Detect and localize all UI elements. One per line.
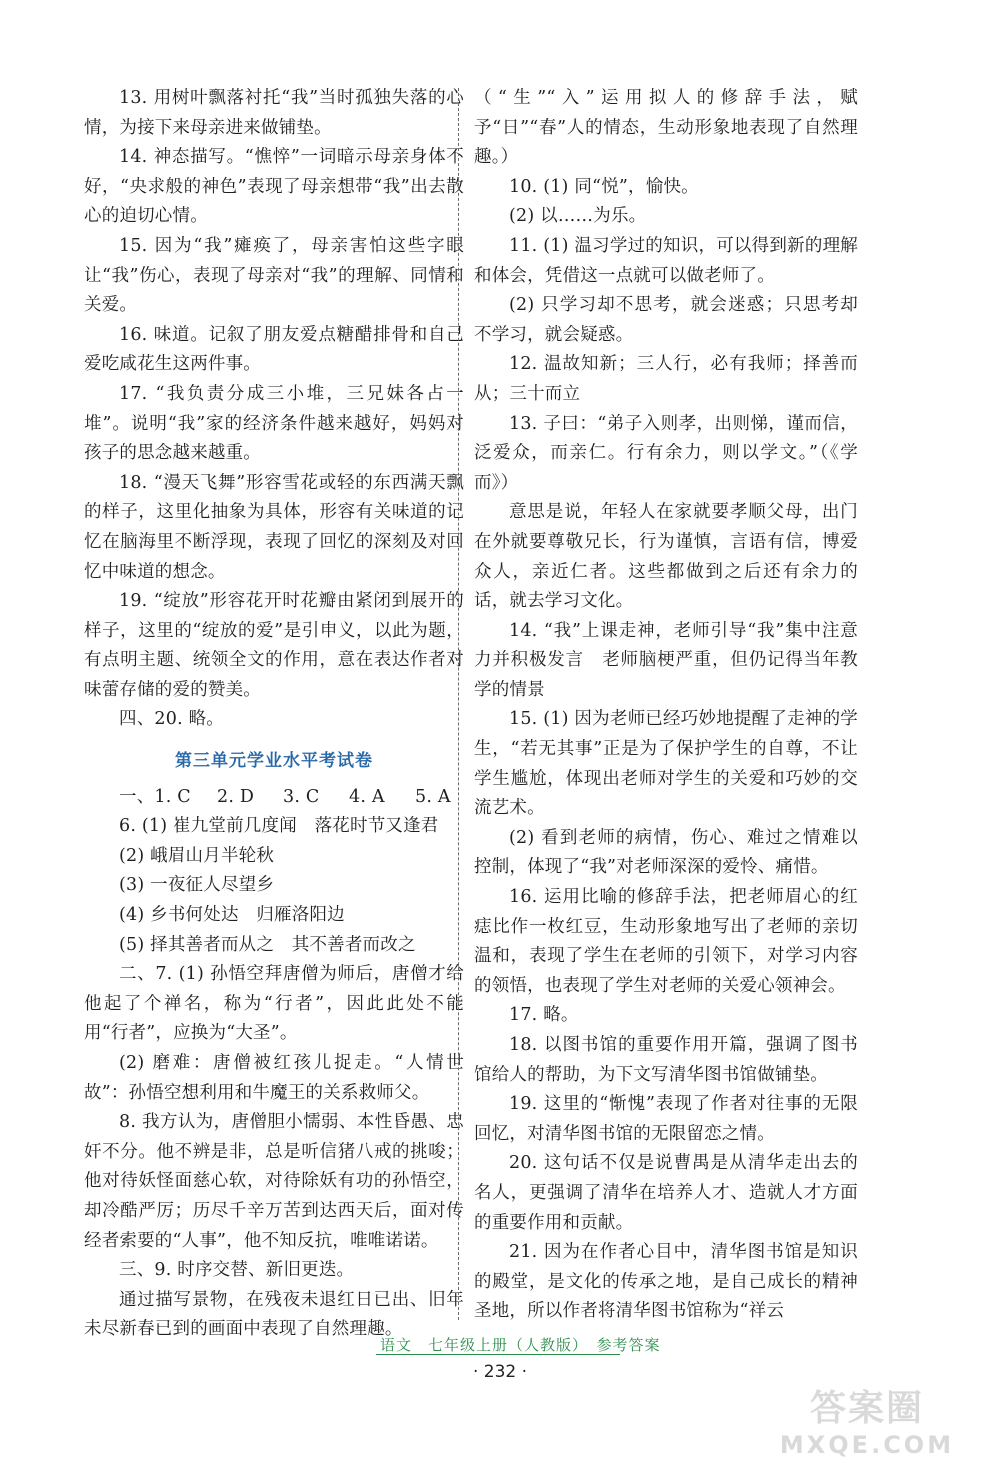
multiple-choice-row <box>84 783 464 813</box>
watermark-text-bottom: MXQE.COM <box>779 1431 955 1459</box>
answer-17-right: 17. 略。 <box>509 1005 579 1026</box>
answer-16-right: 16. 运用比喻的修辞手法，把老师眉心的红痣比作一枚红豆，生动形象地写出了老师的亲切温和，表现了学生在老师的引领下，对学习内容的领悟，也表现了学生对老师的关爱心领神会。 <box>474 887 858 996</box>
watermark-text-top: 答案圈 <box>809 1388 924 1429</box>
watermark-logo <box>762 1380 972 1462</box>
answer-6-4: (4) 乡书何处达 归雁洛阳边 <box>119 905 345 926</box>
mc-answer-4: 4. A <box>349 786 385 807</box>
answer-6-1: 6. (1) 崔九堂前几度闻 落花时节又逢君 <box>119 816 439 837</box>
footer-subject-line: 语文 七年级上册（人教版） 参考答案 <box>380 1336 661 1354</box>
answer-9-continued: （“生”“入”运用拟人的修辞手法，赋予“日”“春”人的情态，生动形象地表现了自然理趣。） <box>474 88 858 168</box>
answer-14-right: 14. “我”上课走神，老师引导“我”集中注意力并积极发言 老师脑梗严重，但仍记得当年教学的情景 <box>474 620 858 700</box>
answer-19-right: 19. 这里的“惭愧”表现了作者对往事的无限回忆，对清华图书馆的无限留恋之情。 <box>474 1094 858 1144</box>
answer-15-2: (2) 看到老师的病情，伤心、难过之情难以控制，体现了“我”对老师深深的爱怜、痛惜。 <box>474 827 858 878</box>
answer-14: 14. 神态描写。“憔悴”一词暗示母亲身体不好，“央求般的神色”表现了母亲想带“我”出去散心的迫切心情。 <box>84 147 464 227</box>
answer-11-2: (2) 只学习却不思考，就会迷惑；只思考却不学习，就会疑惑。 <box>474 295 858 345</box>
answer-20: 四、20. 略。 <box>119 709 224 730</box>
answer-20-right: 20. 这句话不仅是说曹禺是从清华走出去的名人，更强调了清华在培养人才、造就人才方面的重要作用和贡献。 <box>474 1153 858 1233</box>
mc-answer-1: 一、1. C <box>119 786 191 807</box>
answer-12: 12. 温故知新；三人行，必有我师；择善而从；三十而立 <box>474 354 858 404</box>
answer-6-3: (3) 一夜征人尽望乡 <box>119 875 275 896</box>
answer-21: 21. 因为在作者心目中，清华图书馆是知识的殿堂，是文化的传承之地，是自己成长的精神圣地，所以作者将清华图书馆称为“祥云 <box>474 1242 858 1322</box>
footer-underline <box>376 1354 620 1355</box>
right-column <box>474 84 858 1327</box>
answer-6-2: (2) 峨眉山月半轮秋 <box>119 845 275 866</box>
answer-18-right: 18. 以图书馆的重要作用开篇，强调了图书馆给人的帮助，为下文写清华图书馆做铺垫。 <box>474 1035 858 1085</box>
answer-10-2: (2) 以……为乐。 <box>509 206 647 227</box>
answer-7-2: (2) 磨难：唐僧被红孩儿捉走。“人情世故”：孙悟空想利用和牛魔王的关系救师父。 <box>84 1053 465 1103</box>
left-column <box>84 84 464 1345</box>
answer-9: 三、9. 时序交替、新旧更迭。 <box>119 1260 355 1281</box>
answer-16: 16. 味道。记叙了朋友爱点糖醋排骨和自己爱吃咸花生这两件事。 <box>84 324 464 375</box>
answer-17: 17. “我负责分成三小堆，三兄妹各占一堆”。说明“我”家的经济条件越来越好，妈妈对孩子的思念越来越重。 <box>84 383 464 464</box>
mc-answer-2: 2. D <box>217 786 255 807</box>
answer-15: 15. 因为“我”瘫痪了，母亲害怕这些字眼让“我”伤心，表现了母亲对“我”的理解、同情和关爱。 <box>84 235 464 316</box>
section-title: 第三单元学业水平考试卷 <box>175 751 373 772</box>
answer-7-1: 二、7. (1) 孙悟空拜唐僧为师后，唐僧才给他起了个禅名，称为“行者”，因此此处不能用“行者”，应换为“大圣”。 <box>84 964 464 1044</box>
column-divider <box>458 88 459 1320</box>
answer-6-5: (5) 择其善者而从之 其不善者而改之 <box>119 934 416 955</box>
page-number: · 232 · <box>472 1362 528 1382</box>
answer-10-1: 10. (1) 同“悦”，愉快。 <box>509 176 699 197</box>
answer-13: 13. 用树叶飘落衬托“我”当时孤独失落的心情，为接下来母亲进来做铺垫。 <box>84 88 464 138</box>
answer-11-1: 11. (1) 温习学过的知识，可以得到新的理解和体会，凭借这一点就可以做老师了。 <box>474 235 858 286</box>
answer-8: 8. 我方认为，唐僧胆小懦弱、本性昏愚、忠奸不分。他不辨是非，总是听信猪八戒的挑唆；他对待妖怪面慈心软，对待除妖有功的孙悟空，却冷酷严厉；历尽千辛万苦到达西天后，面对传经者索要的“人事”，他不知反抗，唯唯诺诺。 <box>84 1112 464 1251</box>
mc-answer-3: 3. C <box>283 786 320 807</box>
answer-13-right: 13. 子曰：“弟子入则孝，出则悌，谨而信，泛爱众，而亲仁。行有余力，则以学文。”（《学而》） <box>474 413 858 493</box>
answer-19: 19. “绽放”形容花开时花瓣由紧闭到展开的样子，这里的“绽放的爱”是引申义，以此为题，有点明主题、统领全文的作用，意在表达作者对味蕾存储的爱的赞美。 <box>84 591 464 700</box>
answer-18: 18. “漫天飞舞”形容雪花或轻的东西满天飘的样子，这里化抽象为具体，形容有关味道的记忆在脑海里不断浮现，表现了回忆的深刻及对回忆中味道的想念。 <box>84 472 464 582</box>
answer-15-1: 15. (1) 因为老师已经巧妙地提醒了走神的学生，“若无其事”正是为了保护学生的自尊，不让学生尴尬，体现出老师对学生的关爱和巧妙的交流艺术。 <box>474 709 858 819</box>
answer-9-note: 通过描写景物，在残夜未退红日已出、旧年未尽新春已到的画面中表现了自然理趣。 <box>84 1289 464 1340</box>
mc-answer-5: 5. A <box>415 786 451 807</box>
answer-13-note: 意思是说，年轻人在家就要孝顺父母，出门在外就要尊敬兄长，行为谨慎，言语有信，博爱众人，亲近仁者。这些都做到之后还有余力的话，就去学习文化。 <box>474 502 858 612</box>
